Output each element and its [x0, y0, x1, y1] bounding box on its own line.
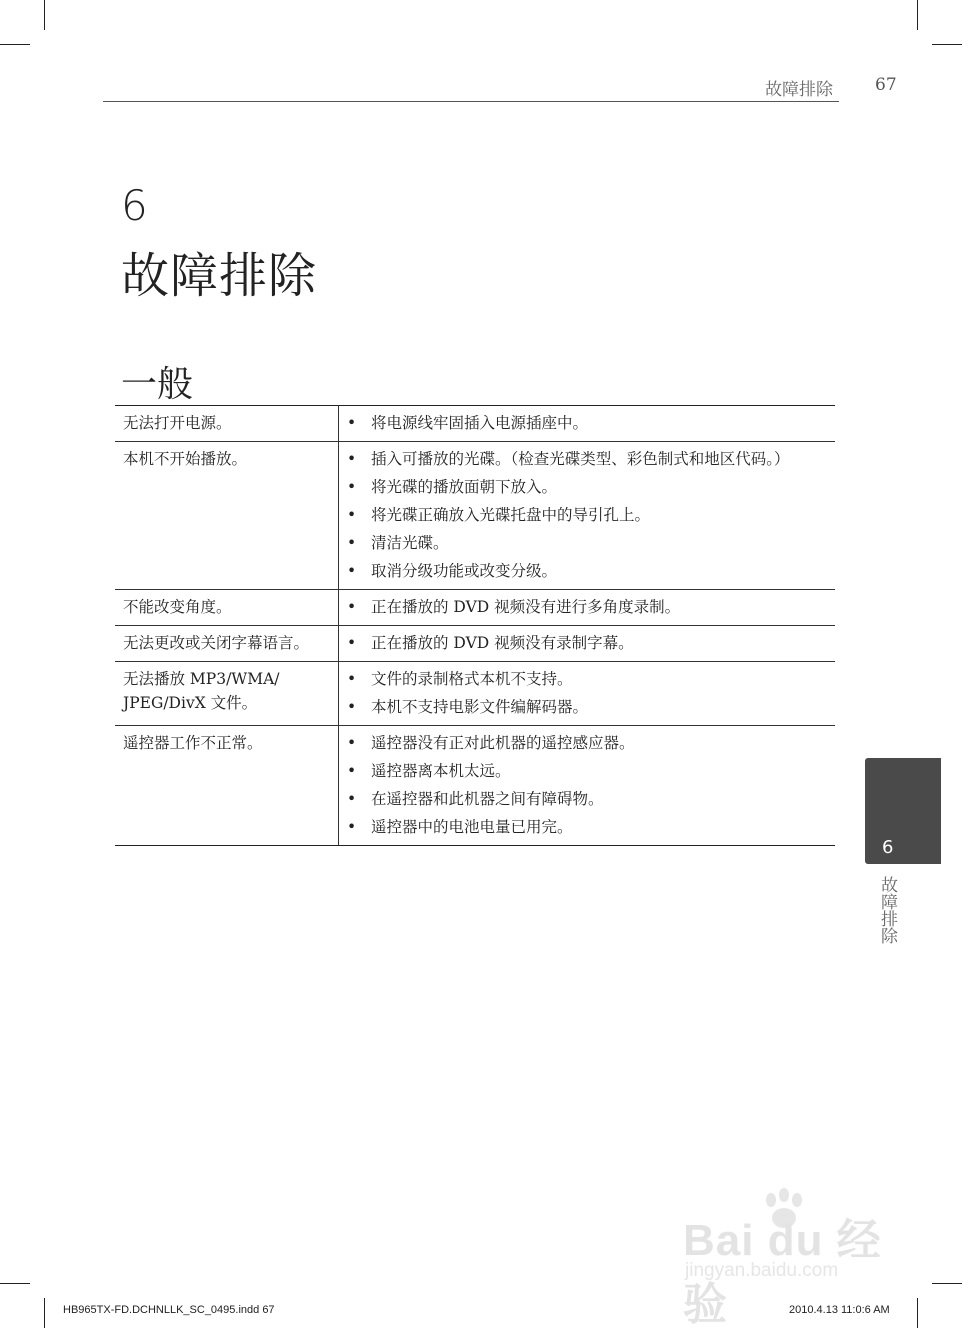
solution-item: • 正在播放的 DVD 视频没有进行多角度录制。 [347, 595, 827, 619]
troubleshooting-table [115, 405, 835, 846]
problem-cell: 无法打开电源。 [115, 406, 339, 442]
solution-item: • 遥控器中的电池电量已用完。 [347, 815, 827, 839]
solution-item: • 在遥控器和此机器之间有障碍物。 [347, 787, 827, 811]
crop-mark [917, 1298, 918, 1328]
table-row [115, 662, 835, 726]
solution-list [347, 631, 827, 655]
problem-cell: 本机不开始播放。 [115, 442, 339, 590]
problem-cell: 无法更改或关闭字幕语言。 [115, 626, 339, 662]
print-slug-file: HB965TX-FD.DCHNLLK_SC_0495.indd 67 [63, 1304, 275, 1316]
crop-mark [932, 44, 962, 45]
solution-item: • 遥控器离本机太远。 [347, 759, 827, 783]
chapter-number: 6 [121, 181, 148, 230]
solution-item: • 将光碟的播放面朝下放入。 [347, 475, 827, 499]
crop-mark [44, 1298, 45, 1328]
solution-list [347, 595, 827, 619]
watermark-brand: Bai du 经验 [683, 1216, 882, 1329]
chapter-title: 故障排除 [121, 248, 318, 304]
watermark-url: jingyan.baidu.com [685, 1260, 839, 1281]
problem-cell: 无法播放 MP3/WMA/ JPEG/DivX 文件。 [115, 662, 339, 726]
solution-item: • 将电源线牢固插入电源插座中。 [347, 411, 827, 435]
crop-mark [0, 1283, 30, 1284]
page-number: 67 [875, 75, 897, 95]
table-row [115, 626, 835, 662]
table-row [115, 442, 835, 590]
table-row [115, 590, 835, 626]
header-rule [103, 101, 839, 102]
chapter-tab-number: 6 [882, 837, 894, 858]
solution-item: • 文件的录制格式本机不支持。 [347, 667, 827, 691]
crop-mark [0, 44, 30, 45]
solution-cell [339, 726, 836, 846]
solution-item: • 遥控器没有正对此机器的遥控感应器。 [347, 731, 827, 755]
problem-cell: 遥控器工作不正常。 [115, 726, 339, 846]
section-title: 一般 [121, 364, 194, 405]
table-row [115, 406, 835, 442]
crop-mark [917, 0, 918, 30]
solution-item: • 清洁光碟。 [347, 531, 827, 555]
problem-cell: 不能改变角度。 [115, 590, 339, 626]
solution-list [347, 731, 827, 839]
solution-item: • 取消分级功能或改变分级。 [347, 559, 827, 583]
solution-list [347, 411, 827, 435]
solution-item: • 正在播放的 DVD 视频没有录制字幕。 [347, 631, 827, 655]
solution-cell [339, 442, 836, 590]
solution-item: • 将光碟正确放入光碟托盘中的导引孔上。 [347, 503, 827, 527]
solution-cell [339, 662, 836, 726]
running-header-title: 故障排除 [765, 80, 833, 100]
crop-mark [44, 0, 45, 30]
table-row [115, 726, 835, 846]
chapter-tab [865, 758, 941, 864]
print-slug-timestamp: 2010.4.13 11:0:6 AM [789, 1304, 890, 1316]
solution-item: • 插入可播放的光碟。（检查光碟类型、彩色制式和地区代码。） [347, 447, 827, 471]
solution-item: • 本机不支持电影文件编解码器。 [347, 695, 827, 719]
solution-list [347, 667, 827, 719]
solution-list [347, 447, 827, 583]
chapter-tab-label: 故障排除 [877, 876, 897, 944]
solution-cell [339, 590, 836, 626]
solution-cell [339, 626, 836, 662]
solution-cell [339, 406, 836, 442]
crop-mark [932, 1283, 962, 1284]
